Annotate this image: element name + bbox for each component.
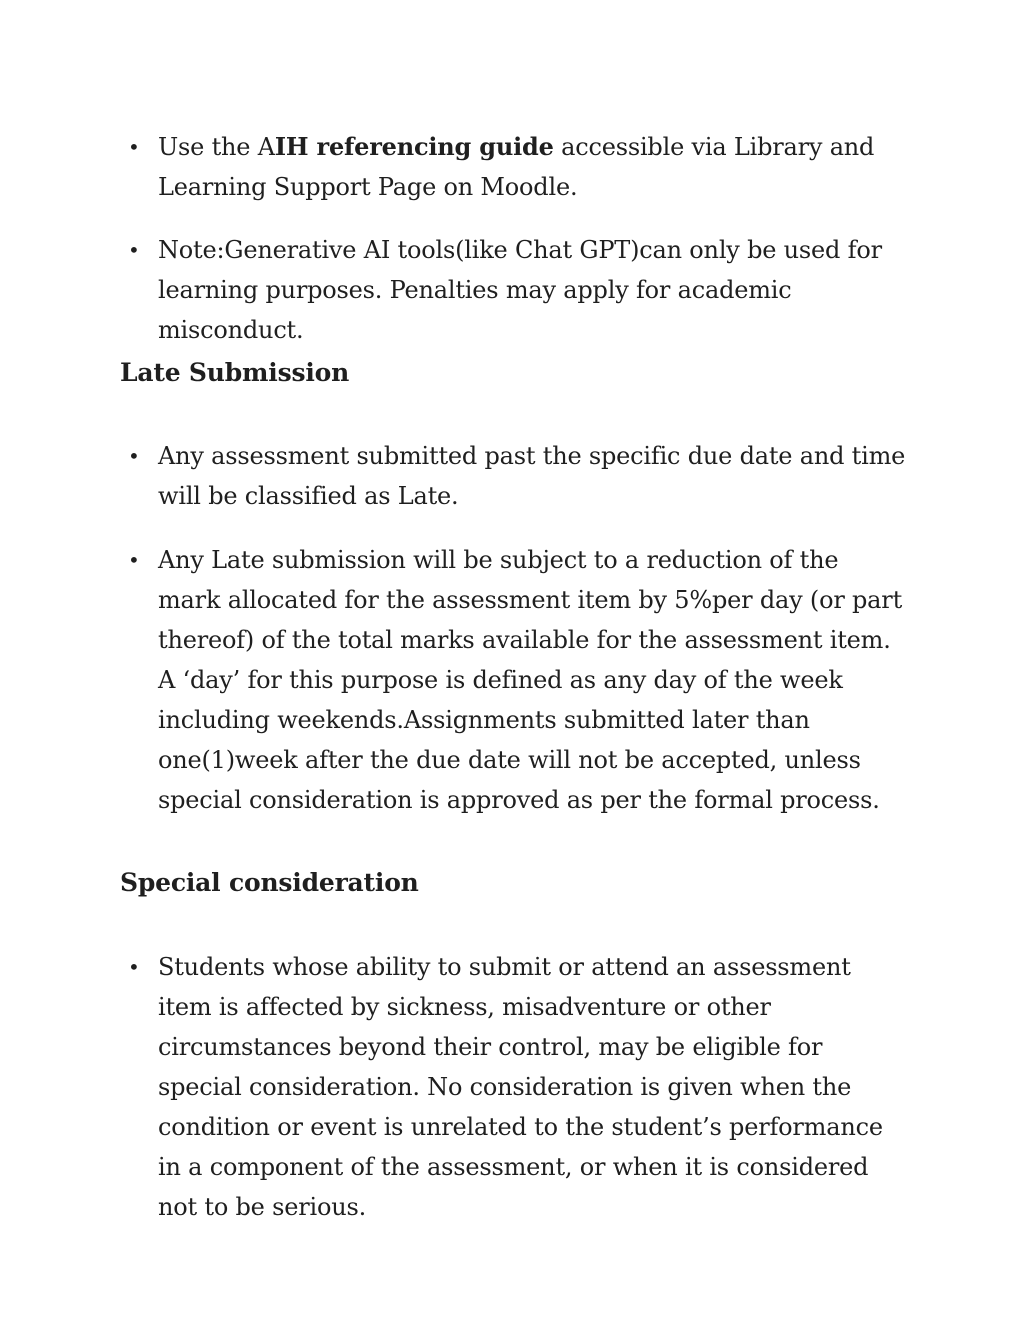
list-item-late-classified [128,436,908,516]
bullet-icon: • [128,238,140,262]
list-item-text: Any assessment submitted past the specific due date and time will be classified as Late. [158,442,906,510]
bullet-icon: • [128,135,140,159]
section-heading-late-submission: Late Submission [120,358,350,387]
list-item-text: Students whose ability to submit or attend an assessment item is affected by sickness, misadventure or other circumstances beyond their control, may be eligible for special consideration. No consideration is given when the condition or event is unrelated to the student’s performance in a component of the assessment, or when it is considered not to be serious. [158,953,883,1221]
list-item-special-consideration [128,947,908,1227]
list-item-referencing-guide [128,127,908,207]
list-item-late-penalty [128,540,908,820]
bullet-icon: • [128,548,140,572]
list-item-text-suffix: accessible via Library and Learning Support Page on Moodle. [158,133,875,201]
list-item-text-prefix: Use the A [158,133,275,161]
referencing-guide-link[interactable]: IH referencing guide [274,132,554,161]
section-heading-special-consideration: Special consideration [120,868,419,897]
bullet-icon: • [128,955,140,979]
bullet-icon: • [128,444,140,468]
list-item-generative-ai-note [128,230,908,350]
list-item-text: Any Late submission will be subject to a reduction of the mark allocated for the assessment item by 5%per day (or part thereof) of the total marks available for the assessment item. A ‘day’ for this purpose is defined as any day of the week including weekends.Assignments submitted later than one(1)week after the due date will not be accepted, unless special consideration is approved as per the formal process. [158,546,903,814]
list-item-text: Note:Generative AI tools(like Chat GPT)can only be used for learning purposes. Penalties may apply for academic misconduct. [158,236,882,344]
